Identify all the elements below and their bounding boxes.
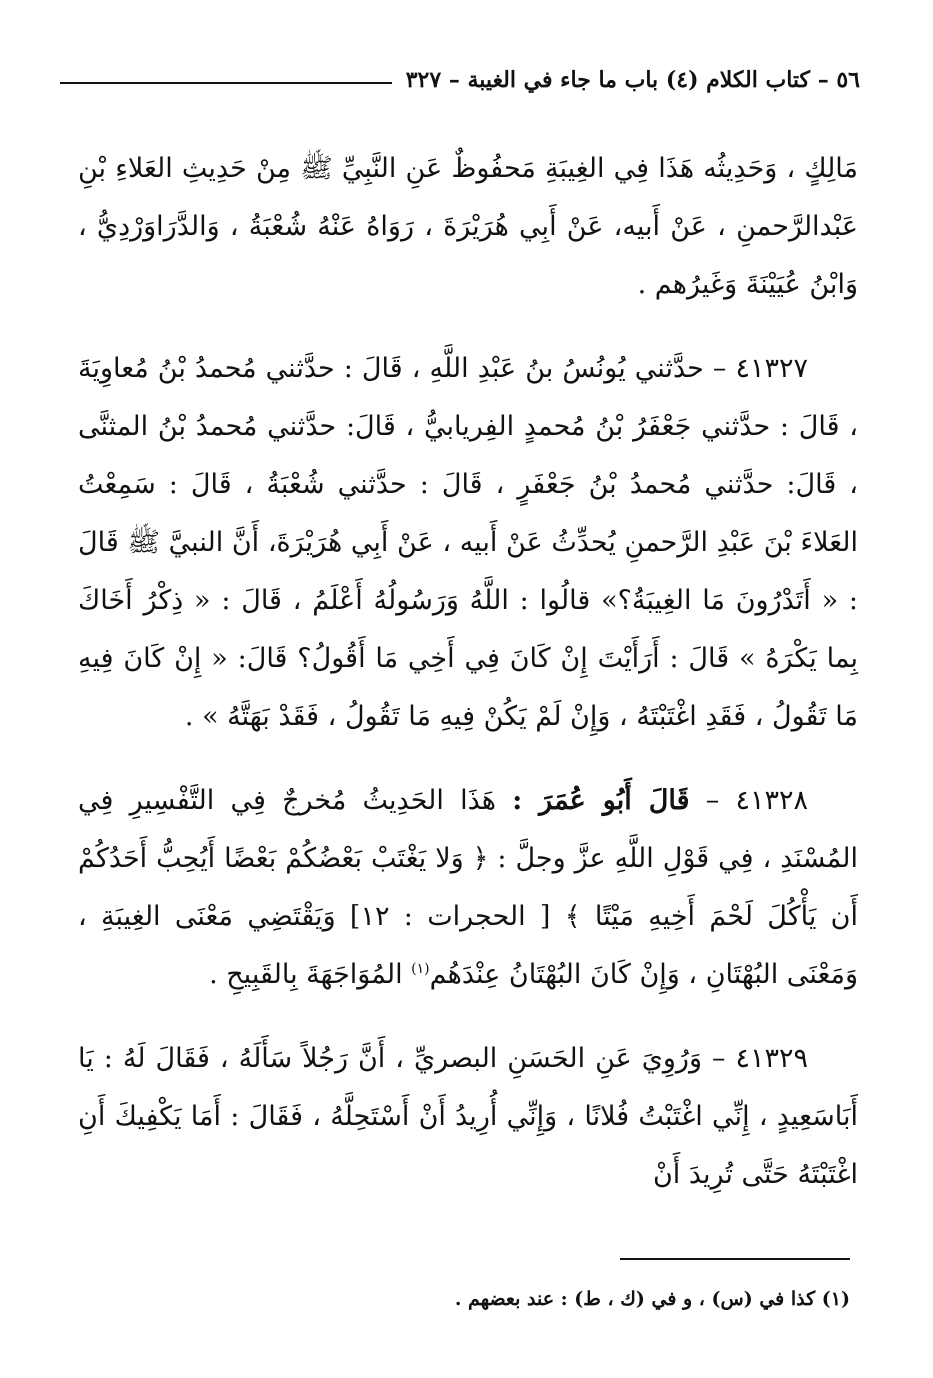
footnote-rule (620, 1258, 850, 1260)
speaker-label: قَالَ أَبُو عُمَرَ : (512, 785, 690, 816)
paragraph-41329 (78, 1030, 858, 1204)
paragraph-text-end: المُوَاجَهَةَ بِالقَبِيحِ . (209, 959, 403, 990)
hadith-number: ٤١٣٢٩ – (711, 1043, 808, 1074)
header-rule (60, 82, 392, 84)
paragraph-41328 (78, 772, 858, 1004)
footnote: (١) كذا في (س) ، و في (ك ، ط) : عند بعضهم . (454, 1288, 850, 1310)
footnote-marker: (١) (411, 961, 430, 977)
body-text (78, 140, 858, 1230)
paragraph-text: هَذَا الحَدِيثُ مُخرجٌ فِي التَّفْسِيرِ فِي المُسْنَدِ ، فِي قَوْلِ اللَّهِ عزَّ وجلَّ : ﴿ وَلا يَغْتَبْ بَعْضُكُمْ بَعْضًا أَيُحِبُّ أَحَدُكُمْ أَن يَأْكُلَ لَحْمَ أَخِيهِ مَيْتًا ﴾ [ الحجرات : ١٢] وَيَقْتَضِي مَعْنَى الغِيبَةِ ، وَمَعْنَى البُهْتَانِ ، وَإِنْ كَانَ البُهْتَانُ عِنْدَهُم (78, 785, 858, 990)
paragraph-text: مَالِكٍ ، وَحَدِيثُه هَذَا فِي الغِيبَةِ مَحفُوظٌ عَنِ النَّبِيِّ ﷺ مِنْ حَدِيثِ العَلاءِ بْنِ عَبْدالرَّحمنِ ، عَنْ أَبيه، عَنْ أَبِي هُرَيْرَةَ ، رَوَاهُ عَنْهُ شُعْبَةُ ، وَالدَّرَاوَرْدِيُّ ، وَابْنُ عُيَيْنَةَ وَغَيرُهم . (78, 153, 858, 300)
hadith-number: ٤١٣٢٨ – (705, 785, 808, 816)
paragraph-41327 (78, 340, 858, 746)
paragraph-text: حدَّثني يُونُسُ بنُ عَبْدِ اللَّهِ ، قَالَ : حدَّثني مُحمدُ بْنُ مُعاوِيَةَ ، قَالَ : حدَّثني جَعْفَرُ بْنُ مُحمدٍ الفِريابيُّ ، قَالَ: حدَّثني مُحمدُ بْنُ المثنَّى ، قَالَ: حدَّثني مُحمدُ بْنُ جَعْفَرٍ ، قَالَ : حدَّثني شُعْبَةُ ، قَالَ : سَمِعْتُ العَلاءَ بْنَ عَبْدِ الرَّحمنِ يُحدِّثُ عَنْ أَبيه ، عَنْ أَبِي هُرَيْرَةَ، أَنَّ النبيَّ ﷺ قَالَ : « أَتَدْرُونَ مَا الغِيبَةُ؟» قالُوا : اللَّهُ وَرَسُولُهُ أَعْلَمُ ، قَالَ : « ذِكْرُ أَخَاكَ بِما يَكْرَهُ » قَالَ : أَرَأَيْتَ إِنْ كَانَ فِي أَخِي مَا أَقُولُ؟ قَالَ: « إِنْ كَانَ فِيهِ مَا تَقُولُ ، فَقَدِ اغْتَبْتَهُ ، وَإِنْ لَمْ يَكُنْ فِيهِ مَا تَقُولُ ، فَقَدْ بَهَتَّهُ » . (78, 353, 858, 732)
hadith-number: ٤١٣٢٧ – (712, 353, 808, 384)
paragraph-continuation (78, 140, 858, 314)
paragraph-text: وَرُوِيَ عَنِ الحَسَنِ البصريِّ ، أَنَّ رَجُلاً سَأَلَهُ ، فَقَالَ لَهُ : يَا أَبَاسَعِيدٍ ، إِنِّي اغْتَبْتُ فُلانًا ، وَإِنِّي أُرِيدُ أَنْ أَسْتَحِلَّهُ ، فَقَالَ : أَمَا يَكْفِيكَ أَنِ اغْتَبْتَهُ حَتَّى تُرِيدَ أَنْ (78, 1043, 858, 1190)
running-header (60, 62, 860, 98)
running-header-text: ٥٦ – كتاب الكلام (٤) باب ما جاء في الغيبة – ٣٢٧ (405, 67, 860, 93)
